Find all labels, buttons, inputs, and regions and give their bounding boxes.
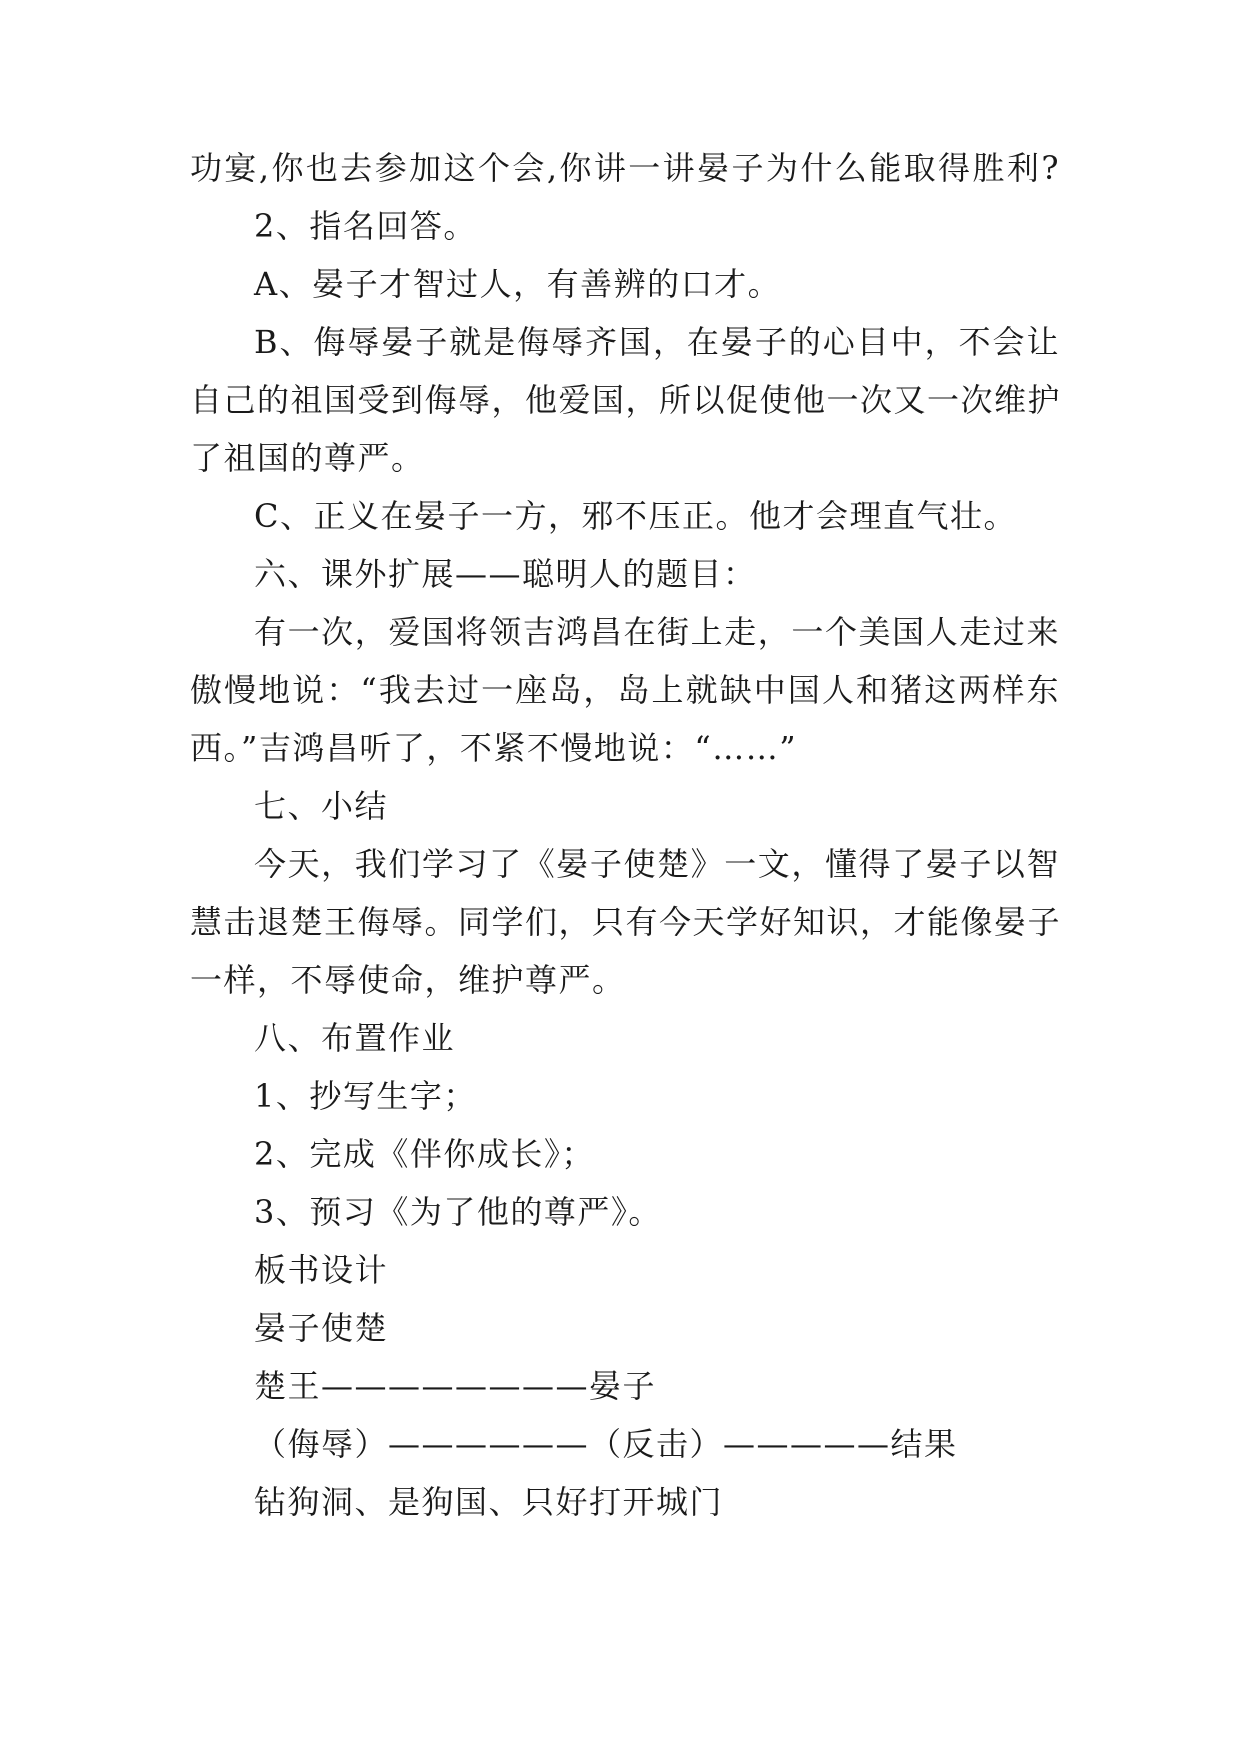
paragraph-line-7: C、正义在晏子一方，邪不压正。他才会理直气壮。 <box>254 497 1017 535</box>
blackboard-title: 晏子使楚 <box>254 1309 389 1347</box>
blackboard-line-2: （侮辱）——————（反击）—————结果 <box>254 1425 958 1463</box>
section-heading-summary: 七、小结 <box>254 787 389 825</box>
homework-item-2: 2、完成《伴你成长》； <box>254 1135 595 1173</box>
paragraph-line-11: 西。”吉鸿昌听了，不紧不慢地说：“……” <box>190 729 798 767</box>
paragraph-line-2: 2、指名回答。 <box>254 207 477 245</box>
paragraph-line-3: A、晏子才智过人，有善辨的口才。 <box>254 265 782 303</box>
section-heading-extension: 六、课外扩展——聪明人的题目： <box>254 555 757 593</box>
paragraph-line-14: 慧击退楚王侮辱。同学们，只有今天学好知识，才能像晏子 <box>190 903 1062 941</box>
paragraph-line-5: 自己的祖国受到侮辱，他爱国，所以促使他一次又一次维护 <box>190 381 1062 419</box>
section-heading-homework: 八、布置作业 <box>254 1019 456 1057</box>
blackboard-line-3: 钻狗洞、是狗国、只好打开城门 <box>254 1483 724 1521</box>
paragraph-line-9: 有一次，爱国将领吉鸿昌在街上走，一个美国人走过来 <box>254 613 1060 651</box>
homework-item-1: 1、抄写生字； <box>254 1077 477 1115</box>
blackboard-design-heading: 板书设计 <box>254 1251 389 1289</box>
blackboard-line-1: 楚王————————晏子 <box>254 1367 657 1405</box>
homework-item-3: 3、预习《为了他的尊严》。 <box>254 1193 662 1231</box>
paragraph-line-13: 今天，我们学习了《晏子使楚》一文，懂得了晏子以智 <box>254 845 1060 883</box>
paragraph-line-1: 功宴,你也去参加这个会,你讲一讲晏子为什么能取得胜利? <box>190 149 1060 187</box>
paragraph-line-10: 傲慢地说：“我去过一座岛，岛上就缺中国人和猪这两样东 <box>190 671 1060 709</box>
paragraph-line-15: 一样，不辱使命，维护尊严。 <box>190 961 626 999</box>
paragraph-line-4: B、侮辱晏子就是侮辱齐国，在晏子的心目中，不会让 <box>254 323 1060 361</box>
paragraph-line-6: 了祖国的尊严。 <box>190 439 425 477</box>
